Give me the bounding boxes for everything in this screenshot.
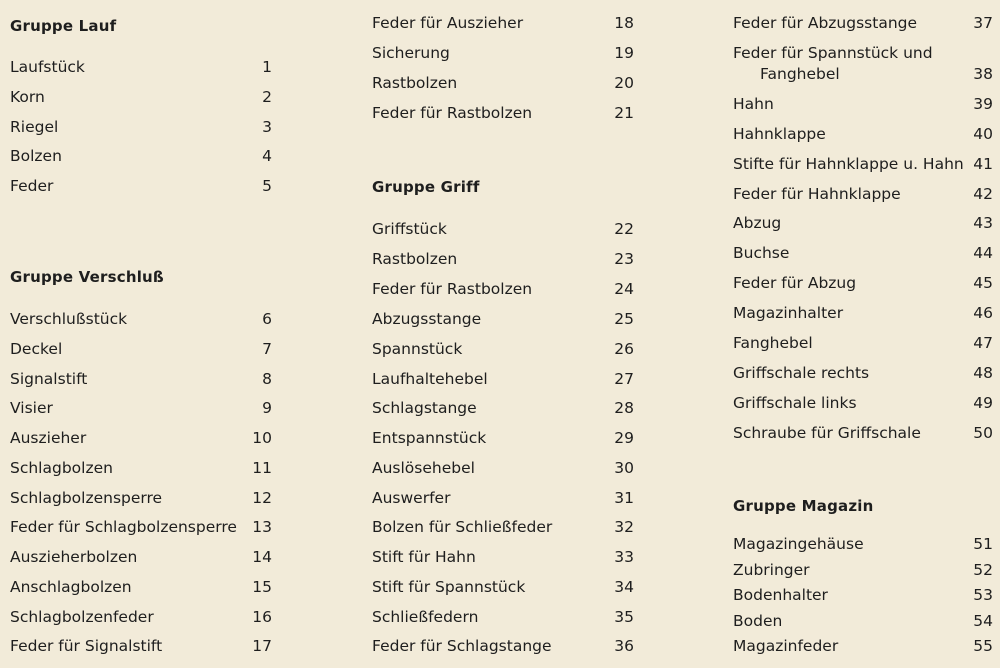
part-name: Bolzen xyxy=(10,147,62,165)
part-number: 38 xyxy=(973,65,993,83)
part-number: 4 xyxy=(262,147,272,165)
part-name: Auszieherbolzen xyxy=(10,548,138,566)
part-number: 18 xyxy=(614,14,634,32)
part-name: Schließfedern xyxy=(372,608,479,626)
part-number: 32 xyxy=(614,518,634,536)
part-name: Hahnklappe xyxy=(733,125,826,143)
part-number: 43 xyxy=(973,214,993,232)
part-name: Abzugsstange xyxy=(372,310,482,328)
part-number: 13 xyxy=(252,518,272,536)
part-number: 17 xyxy=(252,637,272,655)
part-number: 31 xyxy=(614,489,634,507)
part-name: Auswerfer xyxy=(372,489,451,507)
part-name: Schlagbolzenfeder xyxy=(10,608,154,626)
part-number: 9 xyxy=(262,399,272,417)
part-name-line-2: Fanghebel xyxy=(760,65,840,83)
part-number: 37 xyxy=(973,14,993,32)
part-number: 40 xyxy=(973,125,993,143)
part-number: 24 xyxy=(614,280,634,298)
part-name: Verschlußstück xyxy=(10,310,128,328)
part-number: 54 xyxy=(973,612,993,630)
part-name: Feder für Abzugsstange xyxy=(733,14,918,32)
part-name: Sicherung xyxy=(372,44,450,62)
part-number: 39 xyxy=(973,95,993,113)
part-name: Griffschale rechts xyxy=(733,364,870,382)
part-name: Magazinfeder xyxy=(733,637,839,655)
part-number: 28 xyxy=(614,399,634,417)
part-name: Schlagbolzensperre xyxy=(10,489,163,507)
group-heading-magazin: Gruppe Magazin xyxy=(733,497,874,515)
part-name: Riegel xyxy=(10,118,59,136)
part-name: Stift für Spannstück xyxy=(372,578,526,596)
part-number: 44 xyxy=(973,244,993,262)
part-name: Feder für Abzug xyxy=(733,274,857,292)
part-name: Bolzen für Schließfeder xyxy=(372,518,553,536)
part-number: 10 xyxy=(252,429,272,447)
part-name: Abzug xyxy=(733,214,782,232)
group-heading-lauf: Gruppe Lauf xyxy=(10,17,117,35)
part-name: Korn xyxy=(10,88,45,106)
part-number: 6 xyxy=(262,310,272,328)
part-number: 21 xyxy=(614,104,634,122)
part-number: 1 xyxy=(262,58,272,76)
part-name: Rastbolzen xyxy=(372,250,458,268)
group-heading-griff: Gruppe Griff xyxy=(372,178,480,196)
part-number: 27 xyxy=(614,370,634,388)
part-name: Schraube für Griffschale xyxy=(733,424,921,442)
part-number: 5 xyxy=(262,177,272,195)
part-number: 33 xyxy=(614,548,634,566)
part-name: Auszieher xyxy=(10,429,87,447)
part-number: 29 xyxy=(614,429,634,447)
part-name: Stift für Hahn xyxy=(372,548,476,566)
part-number: 20 xyxy=(614,74,634,92)
part-name: Magazinhalter xyxy=(733,304,844,322)
part-number: 7 xyxy=(262,340,272,358)
part-name: Feder für Rastbolzen xyxy=(372,104,533,122)
part-name: Deckel xyxy=(10,340,63,358)
part-number: 53 xyxy=(973,586,993,604)
part-name: Boden xyxy=(733,612,783,630)
part-number: 41 xyxy=(973,155,993,173)
part-name: Bodenhalter xyxy=(733,586,828,604)
part-name: Magazingehäuse xyxy=(733,535,864,553)
part-number: 22 xyxy=(614,220,634,238)
part-number: 15 xyxy=(252,578,272,596)
part-number: 25 xyxy=(614,310,634,328)
part-number: 34 xyxy=(614,578,634,596)
part-name: Griffschale links xyxy=(733,394,857,412)
part-name: Griffstück xyxy=(372,220,447,238)
part-name: Feder für Signalstift xyxy=(10,637,163,655)
part-number: 47 xyxy=(973,334,993,352)
part-number: 36 xyxy=(614,637,634,655)
part-name xyxy=(733,43,933,85)
part-name: Feder für Auszieher xyxy=(372,14,524,32)
part-name: Visier xyxy=(10,399,53,417)
part-number: 51 xyxy=(973,535,993,553)
part-number: 14 xyxy=(252,548,272,566)
part-name: Auslösehebel xyxy=(372,459,475,477)
part-name: Schlagbolzen xyxy=(10,459,113,477)
part-name: Stifte für Hahnklappe u. Hahn xyxy=(733,155,964,173)
part-name: Feder für Schlagbolzensperre xyxy=(10,518,237,536)
part-name: Feder für Schlagstange xyxy=(372,637,552,655)
part-number: 11 xyxy=(252,459,272,477)
part-number: 30 xyxy=(614,459,634,477)
part-number: 3 xyxy=(262,118,272,136)
part-number: 26 xyxy=(614,340,634,358)
part-number: 55 xyxy=(973,637,993,655)
part-name: Laufhaltehebel xyxy=(372,370,488,388)
part-number: 35 xyxy=(614,608,634,626)
part-name: Feder für Rastbolzen xyxy=(372,280,533,298)
part-number: 50 xyxy=(973,424,993,442)
part-name: Fanghebel xyxy=(733,334,813,352)
part-number: 49 xyxy=(973,394,993,412)
part-name: Hahn xyxy=(733,95,774,113)
part-number: 8 xyxy=(262,370,272,388)
part-name: Signalstift xyxy=(10,370,88,388)
part-name: Feder xyxy=(10,177,54,195)
part-number: 16 xyxy=(252,608,272,626)
part-number: 19 xyxy=(614,44,634,62)
part-number: 45 xyxy=(973,274,993,292)
part-number: 12 xyxy=(252,489,272,507)
part-number: 2 xyxy=(262,88,272,106)
group-heading-verschluss: Gruppe Verschluß xyxy=(10,268,164,286)
part-number: 46 xyxy=(973,304,993,322)
part-number: 52 xyxy=(973,561,993,579)
part-number: 48 xyxy=(973,364,993,382)
part-number: 42 xyxy=(973,185,993,203)
part-name: Rastbolzen xyxy=(372,74,458,92)
part-name: Feder für Hahnklappe xyxy=(733,185,901,203)
part-name: Laufstück xyxy=(10,58,85,76)
part-name: Entspannstück xyxy=(372,429,487,447)
part-name: Spannstück xyxy=(372,340,463,358)
part-name: Buchse xyxy=(733,244,790,262)
part-number: 23 xyxy=(614,250,634,268)
part-name: Zubringer xyxy=(733,561,810,579)
part-name: Anschlagbolzen xyxy=(10,578,132,596)
part-name: Schlagstange xyxy=(372,399,477,417)
part-name-line-1: Feder für Spannstück und xyxy=(733,44,933,62)
